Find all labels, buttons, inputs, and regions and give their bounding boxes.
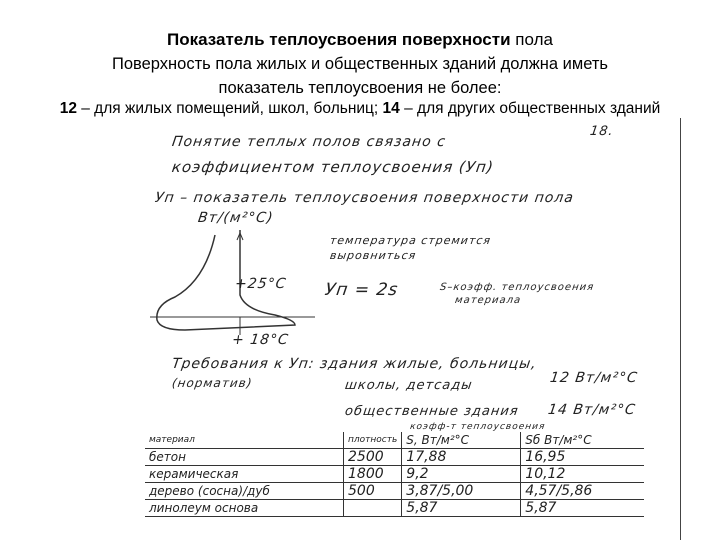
note-line: Понятие теплых полов связано с xyxy=(170,134,447,150)
table-cell: 5,87 xyxy=(402,500,521,517)
note-line: коэффициентом теплоусвоения (Уп) xyxy=(170,158,496,176)
note-line: Требования к Уп: здания жилые, больницы, xyxy=(170,356,538,372)
value-12: 12 xyxy=(59,100,77,117)
temp-25: +25°С xyxy=(233,276,288,292)
table-cell: 10,12 xyxy=(521,466,645,483)
requirements-line xyxy=(0,100,720,118)
table-cell: 2500 xyxy=(344,449,402,466)
note-line: Уп – показатель теплоусвоения поверхности пола xyxy=(153,190,575,206)
table-cell: керамическая xyxy=(145,466,344,483)
note-line: выровниться xyxy=(329,249,418,262)
header-cell: материал xyxy=(145,432,344,449)
table-cell xyxy=(344,500,402,517)
note-line: температура стремится xyxy=(329,234,492,247)
page-number: 18. xyxy=(588,124,615,139)
table-cell: 5,87 xyxy=(521,500,645,517)
formula: Уп = 2s xyxy=(323,280,400,300)
table-header-row xyxy=(145,432,644,449)
header-cell: S, Вт/м²°С xyxy=(402,432,521,449)
table-row xyxy=(145,449,644,466)
note-line: S–коэфф. теплоусвоения xyxy=(439,282,595,293)
note-line: (норматив) xyxy=(171,376,254,390)
materials-table xyxy=(145,432,644,517)
table-cell: дерево (сосна)/дуб xyxy=(145,483,344,500)
subtitle-line-2: показатель теплоусвоения не более: xyxy=(218,79,502,97)
table-cell: 17,88 xyxy=(402,449,521,466)
note-units: Вт/(м²°С) xyxy=(196,210,275,226)
value-14-note: 14 Вт/м²°С xyxy=(546,402,637,418)
header-cell: плотность xyxy=(344,432,402,449)
table-row xyxy=(145,466,644,483)
text-public: – для других общественных зданий xyxy=(399,100,661,117)
table-row xyxy=(145,483,644,500)
note-line: общественные здания xyxy=(343,404,520,419)
note-line: материала xyxy=(454,295,522,306)
scan-border xyxy=(680,118,681,540)
note-line: школы, детсады xyxy=(343,378,474,393)
value-14: 14 xyxy=(382,100,400,117)
subtitle-line-1: Поверхность пола жилых и общественных зданий должна иметь xyxy=(112,55,608,73)
table-cell: 4,57/5,86 xyxy=(521,483,645,500)
table-cell: 500 xyxy=(344,483,402,500)
value-12-note: 12 Вт/м²°С xyxy=(548,370,639,386)
slide-title xyxy=(0,30,720,50)
table-cell: 1800 xyxy=(344,466,402,483)
table-cell: 9,2 xyxy=(402,466,521,483)
table-cell: 16,95 xyxy=(521,449,645,466)
table-cell: линолеум основа xyxy=(145,500,344,517)
table-group-header: коэфф-т теплоусвоения xyxy=(409,422,547,432)
table-cell: бетон xyxy=(145,449,344,466)
title-normal: пола xyxy=(515,30,553,49)
table-cell: 3,87/5,00 xyxy=(402,483,521,500)
title-bold: Показатель теплоусвоения поверхности xyxy=(167,30,511,49)
header-cell: Sб Вт/м²°С xyxy=(521,432,645,449)
table-row xyxy=(145,500,644,517)
text-residential: – для жилых помещений, школ, больниц; xyxy=(76,100,383,117)
temp-18: + 18°С xyxy=(230,332,290,348)
